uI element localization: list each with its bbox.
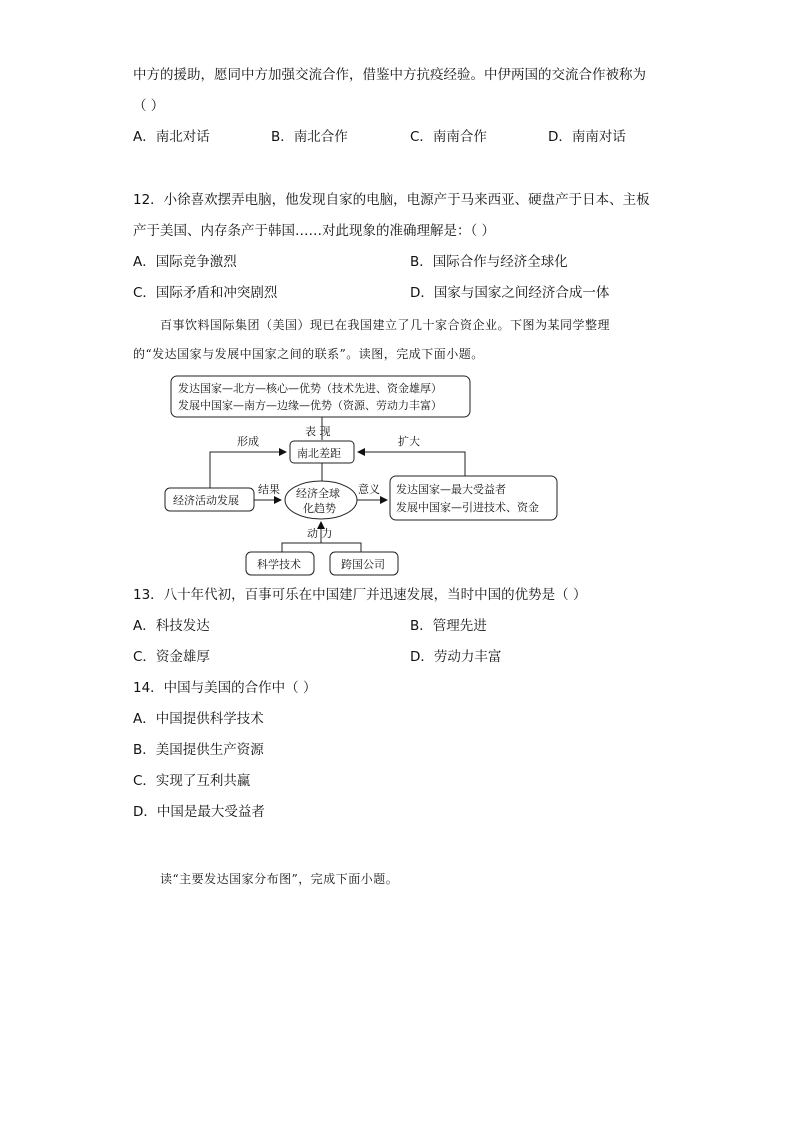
q13-stem: 13．八十年代初，百事可乐在中国建厂并迅速发展，当时中国的优势是（ ）: [133, 587, 587, 603]
right-box-line2: 发展中国家—引进技术、资金: [396, 501, 539, 514]
q12-option-a: A．国际竞争激烈: [133, 254, 237, 270]
left-box-label: 经济活动发展: [173, 494, 239, 507]
q11-answer-bracket: （ ）: [133, 98, 165, 114]
bottom-right-label: 跨国公司: [341, 558, 385, 571]
q12-stem-line1: 12．小徐喜欢摆弄电脑，他发现自家的电脑，电源产于马来西亚、硬盘产于日本、主板: [133, 192, 650, 208]
q11-option-c: C．南南合作: [410, 129, 487, 145]
label-jieguo: 结果: [258, 483, 280, 496]
next-section-instruction: 读“主要发达国家分布图”，完成下面小题。: [160, 872, 399, 886]
right-box-line1: 发达国家—最大受益者: [396, 483, 506, 496]
q11-option-d: D．南南对话: [548, 129, 626, 145]
gap-box-label: 南北差距: [297, 447, 341, 460]
q11-option-a: A．南北对话: [133, 129, 210, 145]
q13-option-a: A．科技发达: [133, 618, 210, 634]
q14-option-c: C．实现了互利共赢: [133, 773, 251, 789]
center-line2: 化趋势: [303, 502, 336, 515]
q11-stem-continued: 中方的援助，愿同中方加强交流合作，借鉴中方抗疫经验。中伊两国的交流合作被称为: [133, 67, 646, 83]
bottom-connector: [282, 543, 361, 552]
north-south-relation-diagram: [160, 375, 560, 580]
q12-option-d: D．国家与国家之间经济合成一体: [410, 285, 610, 301]
q14-option-d: D．中国是最大受益者: [133, 804, 265, 820]
label-xingcheng: 形成: [237, 435, 259, 448]
q14-stem: 14．中国与美国的合作中（ ）: [133, 680, 317, 696]
center-line1: 经济全球: [296, 487, 340, 500]
q14-option-a: A．中国提供科学技术: [133, 711, 264, 727]
label-kuoda: 扩大: [398, 435, 420, 448]
q12-stem-line2: 产于美国、内存条产于韩国……对此现象的准确理解是：（ ）: [133, 223, 496, 239]
q11-option-b: B．南北合作: [271, 129, 348, 145]
q12-option-b: B．国际合作与经济全球化: [410, 254, 568, 270]
q12-option-c: C．国际矛盾和冲突剧烈: [133, 285, 278, 301]
material-line2: 的“发达国家与发展中国家之间的联系”。读图，完成下面小题。: [133, 347, 484, 361]
material-line1: 百事饮料国际集团（美国）现已在我国建立了几十家合资企业。下图为某同学整理: [160, 318, 611, 332]
bottom-left-label: 科学技术: [257, 558, 301, 571]
arrow-kuoda: [358, 452, 465, 476]
top-box-line1: 发达国家—北方—核心—优势（技术先进、资金雄厚）: [178, 382, 442, 395]
label-yiyi: 意义: [358, 483, 380, 496]
label-biaoxian: 表 现: [305, 425, 331, 438]
q13-option-d: D．劳动力丰富: [410, 649, 502, 665]
label-dongli: 动 力: [307, 527, 333, 540]
q14-option-b: B．美国提供生产资源: [133, 742, 264, 758]
q13-option-c: C．资金雄厚: [133, 649, 210, 665]
q13-option-b: B．管理先进: [410, 618, 487, 634]
top-box-line2: 发展中国家—南方—边缘—优势（资源、劳动力丰富）: [178, 399, 442, 412]
